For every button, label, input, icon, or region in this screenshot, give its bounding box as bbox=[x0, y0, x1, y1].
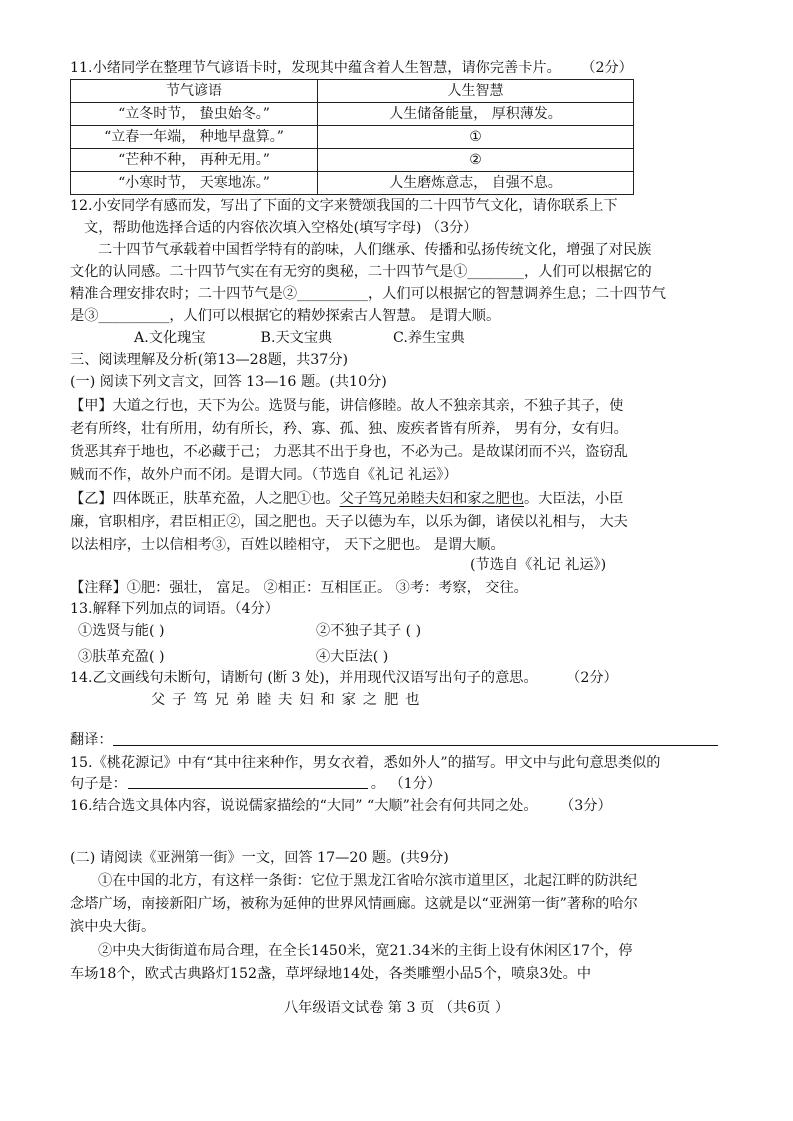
q12-passage-line2: 文化的认同感。二十四节气实在有无穷的奥秘，二十四节气是①________，人们可以根据它的 bbox=[70, 264, 652, 280]
table-row bbox=[71, 126, 634, 149]
text-yi-line1: 【乙】四体既正，肤革充盈，人之肥①也。父子笃兄弟睦夫妇和家之肥也。大臣法，小臣 bbox=[70, 491, 624, 507]
underlined-sentence: 父子笃兄弟睦夫妇和家之肥也 bbox=[339, 491, 525, 507]
text-jia-line1: 【甲】大道之行也，天下为公。选贤与能，讲信修睦。故人不独亲其亲，不独子其子，使 bbox=[70, 398, 624, 414]
q14-stem: 14.乙文画线句未断句，请断句 (断 3 处)，并用现代汉语写出句子的意思。 （2分） bbox=[70, 670, 618, 686]
q15-line2: 句子是： 。 （1分） bbox=[70, 776, 442, 792]
q11-stem: 11.小绪同学在整理节气谚语卡时，发现其中蕴含着人生智慧，请你完善卡片。 （2分） bbox=[70, 60, 633, 76]
q13-item-2[interactable]: ②不独子其子 ( ) bbox=[316, 623, 422, 639]
text-yi-line2: 廉，官职相序，君臣相正②，国之肥也。天子以德为车，以乐为御，诸侯以礼相与， 大夫 bbox=[70, 514, 628, 530]
table-cell: “立春一年端， 种地早盘算。” bbox=[71, 126, 318, 149]
part2-para1-line2: 念塔广场，南接新阳广场，被称为延伸的世界风情画廊。这就是以“亚洲第一街”著称的哈尔 bbox=[70, 896, 638, 912]
q13-stem: 13.解释下列加点的词语。（4分） bbox=[70, 601, 279, 617]
option-a: A.文化瑰宝 bbox=[134, 330, 206, 346]
part2-para1-line3: 滨中央大街。 bbox=[70, 919, 156, 935]
table-cell: “小寒时节， 天寒地冻。” bbox=[71, 172, 318, 195]
page-footer: 八年级语文试卷 第 3 页 （共6页 ） bbox=[283, 1000, 510, 1016]
q12-stem-line2: 文，帮助他选择合适的内容依次填入空格处(填写字母) （3分） bbox=[84, 220, 478, 236]
q15-line1: 15.《桃花源记》中有“其中往来种作，男女衣着，悉如外人”的描写。甲文中与此句意思类似的 bbox=[70, 755, 661, 771]
part2-para1-line1: ①在中国的北方，有这样一条街：它位于黑龙江省哈尔滨市道里区，北起江畔的防洪纪 bbox=[98, 873, 638, 889]
q14-sentence: 父子笃兄弟睦夫妇和家之肥也 bbox=[151, 692, 427, 708]
table-cell-blank-1[interactable]: ① bbox=[318, 126, 634, 149]
option-b: B.天文宝典 bbox=[260, 330, 333, 346]
text-yi-line3: 以法相序，士以信相考③，百姓以睦相守， 天下之肥也。 是谓大顺。 bbox=[70, 537, 505, 553]
table-cell: “立冬时节， 蛰虫始冬。” bbox=[71, 103, 318, 126]
table-header-cell: 节气谚语 bbox=[71, 80, 318, 103]
part2-title: (二) 请阅读《亚洲第一街》一文，回答 17—20 题。(共9分) bbox=[70, 850, 449, 866]
table-header-cell: 人生智慧 bbox=[318, 80, 634, 103]
q16-stem: 16.结合选文具体内容，说说儒家描绘的“大同” “大顺”社会有何共同之处。 （3分） bbox=[70, 798, 612, 814]
table-row bbox=[71, 103, 634, 126]
text-jia-line4: 贼而不作，故外户而不闭。是谓大同。（节选自《礼记 礼运》） bbox=[70, 467, 458, 483]
q13-item-3[interactable]: ③肤革充盈( ) bbox=[78, 649, 165, 665]
q14-answer-line[interactable] bbox=[113, 745, 718, 746]
part1-title: (一) 阅读下列文言文，回答 13—16 题。(共10分) bbox=[70, 374, 387, 390]
q15-answer-line[interactable] bbox=[128, 788, 368, 789]
table-cell: 人生储备能量， 厚积薄发。 bbox=[318, 103, 634, 126]
part2-para2-line1: ②中央大街街道布局合理，在全长1450米，宽21.34米的主街上设有休闲区17个，停 bbox=[98, 943, 633, 959]
q12-passage-line3: 精准合理安排农时；二十四节气是②__________，人们可以根据它的智慧调养生息；二十四节气 bbox=[70, 286, 666, 302]
text-yi-source: (节选自《礼记 礼运》) bbox=[470, 557, 607, 573]
table-cell: 人生磨炼意志， 自强不息。 bbox=[318, 172, 634, 195]
table-header-row bbox=[71, 80, 634, 103]
q14-translate-label: 翻译： bbox=[70, 732, 113, 748]
table-row bbox=[71, 149, 634, 172]
proverb-card-table bbox=[70, 79, 634, 195]
q12-passage-line4: 是③__________，人们可以根据它的精妙探索古人智慧。 是谓大顺。 bbox=[70, 308, 501, 324]
q12-passage-line1: 二十四节气承载着中国哲学特有的韵味，人们继承、传播和弘扬传统文化，增强了对民族 bbox=[98, 242, 652, 258]
table-cell: “芒种不种， 再种无用。” bbox=[71, 149, 318, 172]
option-c: C.养生宝典 bbox=[393, 330, 465, 346]
text-jia-line3: 货恶其弃于地也，不必藏于己； 力恶其不出于身也，不必为己。是故谋闭而不兴，盗窃乱 bbox=[70, 444, 628, 460]
text-jia-line2: 老有所终，壮有所用，幼有所长，矜、寡、孤、独、废疾者皆有所养， 男有分，女有归。 bbox=[70, 421, 628, 437]
section-title: 三、阅读理解及分析(第13—28题，共37分) bbox=[70, 352, 349, 368]
q13-item-1[interactable]: ①选贤与能( ) bbox=[78, 623, 165, 639]
q12-options bbox=[134, 328, 465, 348]
annotation: 【注释】①肥：强壮， 富足。 ②相正：互相匡正。 ③考：考察， 交往。 bbox=[70, 580, 528, 596]
part2-para2-line2: 车场18个，欧式古典路灯152盏，草坪绿地14处，各类雕塑小品5个，喷泉3处。中 bbox=[70, 966, 592, 982]
table-row bbox=[71, 172, 634, 195]
table-cell-blank-2[interactable]: ② bbox=[318, 149, 634, 172]
q12-stem-line1: 12.小安同学有感而发，写出了下面的文字来赞颂我国的二十四节气文化，请你联系上下 bbox=[70, 198, 618, 214]
q13-item-4[interactable]: ④大臣法( ) bbox=[316, 649, 389, 665]
